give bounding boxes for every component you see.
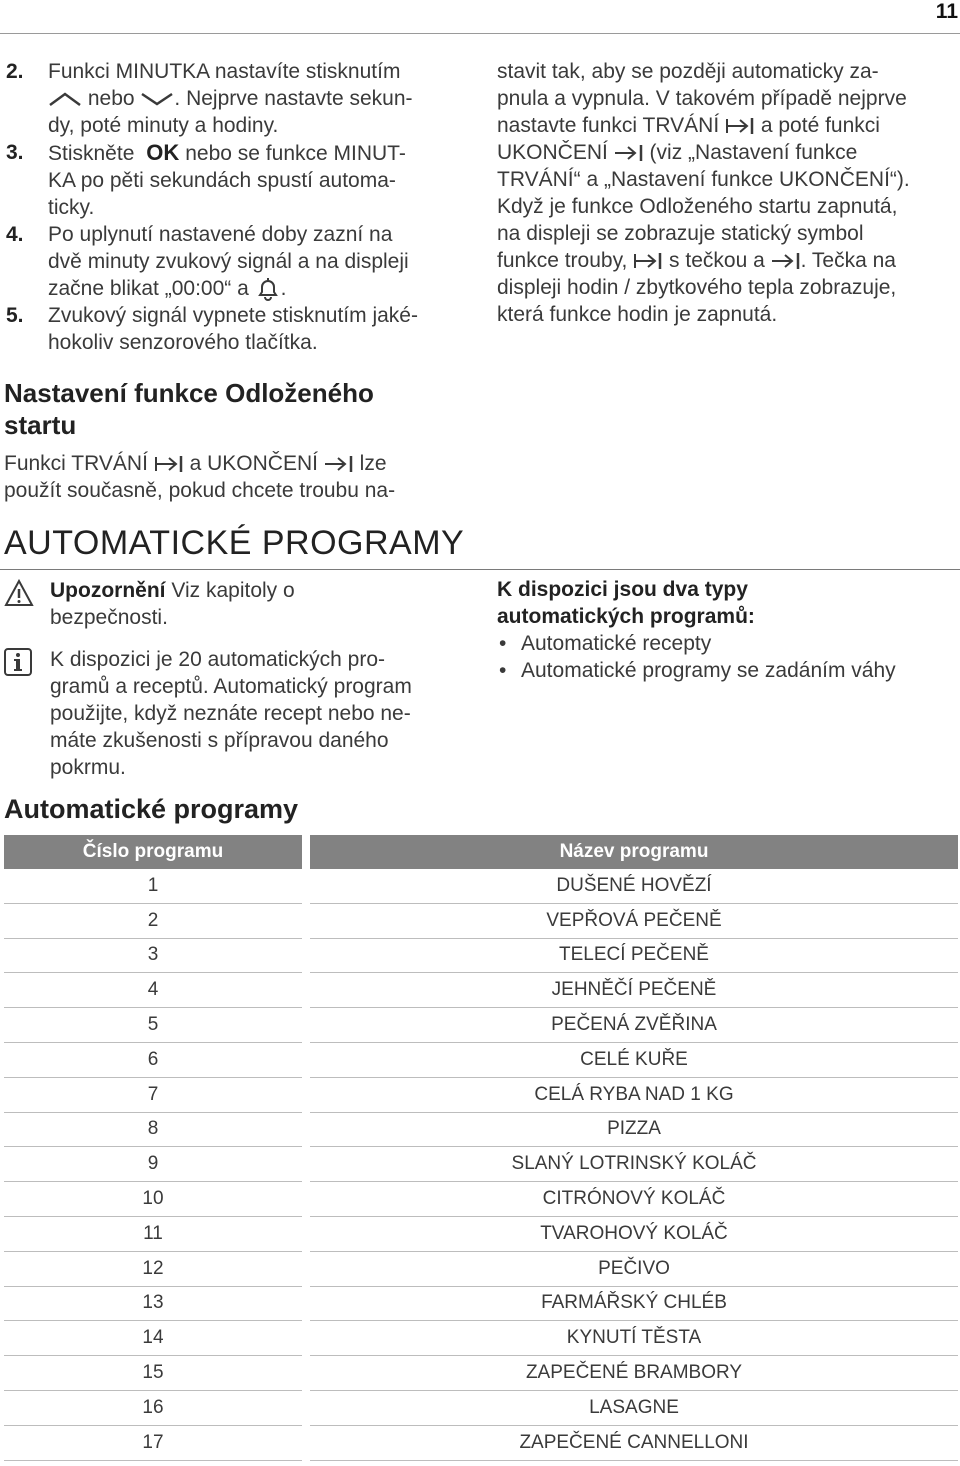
program-number-cell: 1 bbox=[4, 869, 302, 904]
step-text-line bbox=[48, 139, 476, 167]
program-name-cell: ZAPEČENÉ BRAMBORY bbox=[310, 1356, 958, 1391]
paragraph-text: UKONČENÍ bbox=[497, 141, 608, 164]
paragraph-line bbox=[4, 450, 474, 477]
column-header-name: Název programu bbox=[310, 835, 958, 869]
step-text: Funkci MINUTKA nastavíte stisknutím bbox=[48, 60, 401, 83]
program-name-cell: DUŠENÉ HOVĚZÍ bbox=[310, 869, 958, 904]
program-number-cell: 12 bbox=[4, 1252, 302, 1287]
step-text: Stiskněte bbox=[48, 142, 135, 165]
program-number-cell: 7 bbox=[4, 1078, 302, 1113]
table-row bbox=[4, 1391, 958, 1426]
info-icon bbox=[4, 648, 32, 676]
table-heading: Automatické programy bbox=[4, 794, 299, 824]
chevron-down-icon bbox=[140, 92, 174, 106]
column-header-number: Číslo programu bbox=[4, 835, 302, 869]
duration-icon bbox=[633, 252, 663, 270]
info-note bbox=[4, 646, 474, 781]
list-item: • Automatické programy se zadáním váhy bbox=[497, 657, 957, 684]
note-line bbox=[4, 577, 474, 604]
step-text: KA po pěti sekundách spustí automa- bbox=[48, 169, 396, 192]
step-number: 5. bbox=[6, 304, 24, 328]
table-row bbox=[4, 1217, 958, 1252]
step-text: nebo se funkce MINUT- bbox=[185, 142, 406, 165]
table-row bbox=[4, 973, 958, 1008]
paragraph-line: na displeji se zobrazuje statický symbol bbox=[497, 222, 864, 245]
note-line: bezpečnosti. bbox=[50, 606, 168, 629]
paragraph-line: pnula a vypnula. V takovém případě nejprve bbox=[497, 87, 907, 110]
program-number-cell: 11 bbox=[4, 1217, 302, 1252]
table-body bbox=[4, 869, 958, 1461]
table-row bbox=[4, 1321, 958, 1356]
step-number: 4. bbox=[6, 223, 24, 246]
types-heading: K dispozici jsou dva typy bbox=[497, 578, 748, 601]
paragraph-text: s tečkou a bbox=[669, 249, 765, 272]
column-gap bbox=[302, 1287, 310, 1322]
step-text: hokoliv senzorového tlačítka. bbox=[48, 331, 318, 355]
table-row bbox=[4, 1113, 958, 1148]
end-time-icon bbox=[324, 455, 354, 473]
paragraph-line bbox=[497, 247, 957, 274]
program-number-cell: 2 bbox=[4, 904, 302, 939]
table-row bbox=[4, 1426, 958, 1461]
paragraph-line: která funkce hodin je zapnutá. bbox=[497, 303, 778, 326]
column-gap bbox=[302, 1182, 310, 1217]
paragraph-line: použít současně, pokud chcete troubu na- bbox=[4, 479, 396, 502]
column-gap bbox=[302, 1078, 310, 1113]
program-number-cell: 6 bbox=[4, 1043, 302, 1078]
step-3 bbox=[6, 139, 476, 221]
program-number-cell: 14 bbox=[4, 1321, 302, 1356]
step-text: . Nejprve nastavte sekun- bbox=[174, 87, 413, 110]
table-row bbox=[4, 1043, 958, 1078]
column-gap bbox=[302, 1147, 310, 1182]
programs-table bbox=[4, 835, 958, 1461]
list-item: • Automatické recepty bbox=[497, 630, 957, 657]
table-row bbox=[4, 1252, 958, 1287]
table-row bbox=[4, 1147, 958, 1182]
paragraph-text: a poté funkci bbox=[760, 114, 880, 137]
step-number: 3. bbox=[6, 141, 24, 164]
step-text: ticky. bbox=[48, 196, 95, 219]
column-gap bbox=[302, 1391, 310, 1426]
paragraph-line: stavit tak, aby se později automaticky za- bbox=[497, 60, 879, 83]
paragraph-text: Funkci TRVÁNÍ bbox=[4, 452, 148, 475]
step-text: Zvukový signál vypnete stisknutím jaké- bbox=[48, 304, 418, 328]
program-number-cell: 8 bbox=[4, 1113, 302, 1148]
program-number-cell: 9 bbox=[4, 1147, 302, 1182]
step-text: Po uplynutí nastavené doby zazní na bbox=[48, 223, 393, 246]
column-gap bbox=[302, 1043, 310, 1078]
table-header-row bbox=[4, 835, 958, 869]
table-row bbox=[4, 1356, 958, 1391]
step-text: . bbox=[280, 277, 287, 300]
program-name-cell: FARMÁŘSKÝ CHLÉB bbox=[310, 1287, 958, 1322]
types-heading: automatických programů: bbox=[497, 605, 755, 628]
heading-line: startu bbox=[4, 410, 77, 440]
paragraph-line: displeji hodin / zbytkového tepla zobrazuje, bbox=[497, 276, 897, 299]
paragraph-text: (viz „Nastavení funkce bbox=[649, 141, 858, 164]
program-number-cell: 13 bbox=[4, 1287, 302, 1322]
column-gap bbox=[302, 1113, 310, 1148]
right-column-text bbox=[497, 58, 957, 328]
step-text: dy, poté minuty a hodiny. bbox=[48, 114, 279, 137]
chevron-up-icon bbox=[48, 92, 82, 106]
program-name-cell: TELECÍ PEČENĚ bbox=[310, 939, 958, 974]
column-gap bbox=[302, 1252, 310, 1287]
delay-start-paragraph bbox=[4, 450, 474, 504]
paragraph-line bbox=[497, 112, 957, 139]
end-time-icon bbox=[614, 144, 644, 162]
program-name-cell: CELÉ KUŘE bbox=[310, 1043, 958, 1078]
end-time-icon bbox=[771, 252, 801, 270]
step-number: 2. bbox=[6, 60, 24, 83]
heading-line: Nastavení funkce Odloženého bbox=[4, 378, 374, 408]
column-gap bbox=[302, 1356, 310, 1391]
program-name-cell: LASAGNE bbox=[310, 1391, 958, 1426]
column-gap bbox=[302, 1217, 310, 1252]
paragraph-text: . Tečka na bbox=[800, 249, 896, 272]
step-text: začne blikat „00:00“ a bbox=[48, 277, 249, 300]
column-gap bbox=[302, 1321, 310, 1356]
paragraph-line bbox=[497, 139, 957, 166]
note-text: Viz kapitoly o bbox=[165, 579, 295, 602]
step-text: dvě minuty zvukový signál a na displeji bbox=[48, 250, 409, 273]
duration-icon bbox=[725, 117, 755, 135]
program-number-cell: 17 bbox=[4, 1426, 302, 1461]
column-gap bbox=[302, 835, 310, 869]
program-name-cell: JEHNĚČÍ PEČENĚ bbox=[310, 973, 958, 1008]
program-name-cell: PEČENÁ ZVĚŘINA bbox=[310, 1008, 958, 1043]
note-line: máte zkušenosti s přípravou daného bbox=[50, 729, 389, 752]
step-4 bbox=[6, 221, 476, 302]
program-name-cell: PIZZA bbox=[310, 1113, 958, 1148]
column-gap bbox=[302, 1008, 310, 1043]
program-types bbox=[497, 576, 957, 684]
table-row bbox=[4, 904, 958, 939]
paragraph-line: TRVÁNÍ“ a „Nastavení funkce UKONČENÍ“). bbox=[497, 168, 910, 191]
top-divider bbox=[0, 33, 960, 34]
warning-icon bbox=[4, 579, 34, 607]
column-gap bbox=[302, 973, 310, 1008]
note-line: K dispozici je 20 automatických pro- bbox=[50, 648, 385, 671]
note-bold: Upozornění bbox=[50, 579, 166, 602]
steps-list bbox=[6, 58, 476, 356]
section-divider bbox=[0, 569, 960, 570]
paragraph-text: nastavte funkci TRVÁNÍ bbox=[497, 114, 720, 137]
program-number-cell: 15 bbox=[4, 1356, 302, 1391]
table-row bbox=[4, 939, 958, 974]
program-name-cell: CITRÓNOVÝ KOLÁČ bbox=[310, 1182, 958, 1217]
paragraph-text: a UKONČENÍ bbox=[189, 452, 318, 475]
step-text-line bbox=[48, 85, 476, 112]
page-number: 11 bbox=[935, 0, 958, 23]
note-line: gramů a receptů. Automatický program bbox=[50, 675, 412, 698]
table-row bbox=[4, 1182, 958, 1217]
program-number-cell: 3 bbox=[4, 939, 302, 974]
program-number-cell: 5 bbox=[4, 1008, 302, 1043]
table-row bbox=[4, 1287, 958, 1322]
step-2 bbox=[6, 58, 476, 139]
note-line: pokrmu. bbox=[50, 756, 126, 779]
warning-note bbox=[4, 577, 474, 631]
column-gap bbox=[302, 1426, 310, 1461]
program-name-cell: PEČIVO bbox=[310, 1252, 958, 1287]
column-gap bbox=[302, 904, 310, 939]
step-text: nebo bbox=[87, 87, 135, 110]
table-row bbox=[4, 869, 958, 904]
table-row bbox=[4, 1078, 958, 1113]
program-number-cell: 4 bbox=[4, 973, 302, 1008]
paragraph-text: funkce trouby, bbox=[497, 249, 628, 272]
program-name-cell: SLANÝ LOTRINSKÝ KOLÁČ bbox=[310, 1147, 958, 1182]
delay-start-heading bbox=[4, 377, 374, 441]
program-name-cell: CELÁ RYBA NAD 1 KG bbox=[310, 1078, 958, 1113]
table-row bbox=[4, 1008, 958, 1043]
step-5 bbox=[6, 302, 476, 356]
column-gap bbox=[302, 939, 310, 974]
note-line: použijte, když neznáte recept nebo ne- bbox=[50, 702, 411, 725]
duration-icon bbox=[154, 455, 184, 473]
paragraph-text: lze bbox=[359, 452, 387, 475]
program-name-cell: TVAROHOVÝ KOLÁČ bbox=[310, 1217, 958, 1252]
ok-icon: OK bbox=[146, 140, 180, 165]
program-name-cell: ZAPEČENÉ CANNELLONI bbox=[310, 1426, 958, 1461]
section-title: AUTOMATICKÉ PROGRAMY bbox=[4, 524, 465, 562]
step-text-line bbox=[48, 275, 476, 302]
bell-icon bbox=[255, 276, 281, 302]
program-number-cell: 10 bbox=[4, 1182, 302, 1217]
program-number-cell: 16 bbox=[4, 1391, 302, 1426]
program-name-cell: VEPŘOVÁ PEČENĚ bbox=[310, 904, 958, 939]
program-name-cell: KYNUTÍ TĚSTA bbox=[310, 1321, 958, 1356]
paragraph-line: Když je funkce Odloženého startu zapnutá, bbox=[497, 195, 898, 218]
column-gap bbox=[302, 869, 310, 904]
